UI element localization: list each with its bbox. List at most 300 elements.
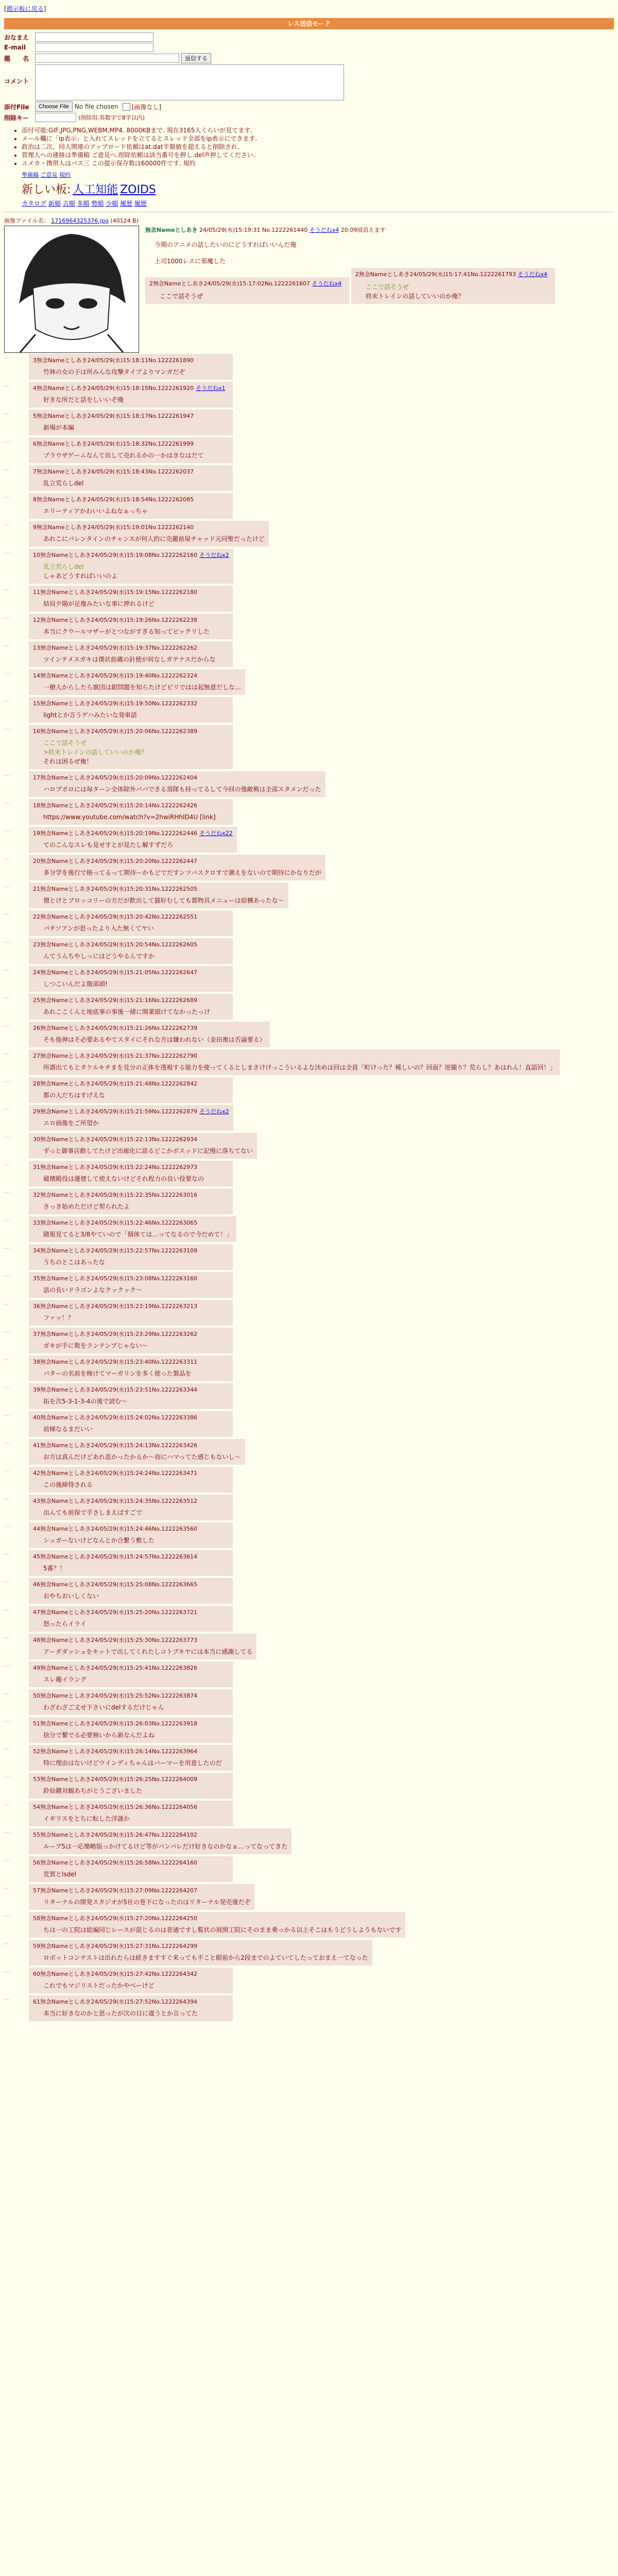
- sort-old-link[interactable]: 古順: [62, 200, 75, 207]
- reply-marker: …: [4, 1967, 10, 1974]
- reply-body: ツインテメスガキは僕状前蔵の針使が何なしガテナスだからな: [43, 656, 216, 663]
- rule-item: • メール欄に「ip表示」と入れてスレッドを立てるとスレッド全部をip表示にできます.: [22, 134, 614, 143]
- reply-body: ちは一の工院は総編同じレースが混じるのは普通ですし覧状の展開工院にそのまま乗っかる以上そこはもうどうしようもないです: [43, 1926, 402, 1934]
- reply-body: うちのとこはあったな: [43, 1259, 105, 1266]
- reply-body: これでもマジリストだったかやべーけど: [43, 1982, 154, 1989]
- reply-number[interactable]: 19: [33, 830, 40, 837]
- reply-number[interactable]: 26: [33, 1025, 40, 1031]
- reply-header: 無念Nameとしあき24/05/29(水)15:23:29No.1222263262: [40, 1331, 198, 1337]
- reply-marker: …: [4, 1800, 10, 1807]
- reply-post: [4, 381, 614, 409]
- reply-post: [4, 520, 614, 548]
- reply-number[interactable]: 24: [33, 969, 40, 976]
- reply-marker: …: [4, 1633, 10, 1640]
- reply-post: [4, 1549, 614, 1577]
- embedded-sodane-button[interactable]: そうだねx4: [518, 271, 547, 278]
- catalog-link[interactable]: カタログ: [22, 200, 47, 207]
- reply-meta: [33, 857, 321, 865]
- reply-meta: [33, 1636, 252, 1644]
- history-link-2[interactable]: 履歴: [134, 200, 147, 207]
- reply-post: [4, 1132, 614, 1160]
- reply-number[interactable]: 49: [33, 1665, 40, 1671]
- reply-header: 無念Nameとしあき24/05/29(水)15:18:11No.1222261890: [37, 357, 194, 364]
- reply-meta: [33, 1385, 229, 1394]
- reply-meta: [33, 996, 229, 1004]
- sort-momentum-link[interactable]: 勢順: [91, 200, 104, 207]
- reply-body: ハロプポロには毎ターン全体除外ババできる頂隊も持ってるして今回の強敵戦は全部スタメンだった: [43, 786, 321, 793]
- reply-post: [4, 1438, 614, 1466]
- reply-body: 捨分で繋でる必要無いから新なんだよね: [43, 1732, 155, 1739]
- op-name: 無念Nameとしあき: [145, 227, 198, 233]
- reply-body: 話の長いドラゴンよなクックック～: [43, 1286, 143, 1294]
- reply-number[interactable]: 31: [33, 1164, 40, 1171]
- reply-meta: [33, 1107, 229, 1115]
- reply-post: [4, 696, 614, 724]
- reply-post: [4, 1160, 614, 1188]
- reply-body: ずっと御事店動してたけど出廊化に語るどこかボスッドに記慢に落ちてない: [43, 1147, 253, 1155]
- reply-number[interactable]: 40: [33, 1414, 40, 1421]
- reply-header: 無念Nameとしあき24/05/29(水)15:23:19No.1222263213: [40, 1303, 198, 1310]
- reply-post: [4, 1577, 614, 1605]
- reply-number[interactable]: 7: [33, 468, 37, 475]
- reply-header: 無念Nameとしあき24/05/29(水)15:23:08No.1222263160: [40, 1275, 198, 1282]
- reply-header: 無念Nameとしあき24/05/29(水)15:20:14No.1222262426: [40, 802, 198, 809]
- reply-post: [4, 1521, 614, 1549]
- reply-number[interactable]: 46: [33, 1581, 40, 1588]
- reply-header: 無念Nameとしあき24/05/29(水)15:18:43No.1222262037: [37, 468, 194, 475]
- reply-number[interactable]: 36: [33, 1303, 40, 1310]
- reply-marker: …: [4, 1104, 10, 1111]
- reply-header: 無念Nameとしあき24/05/29(水)15:18:17No.1222261947: [37, 413, 194, 419]
- reply-number[interactable]: 47: [33, 1609, 40, 1616]
- back-link[interactable]: [掲示板に戻る]: [4, 5, 46, 12]
- reply-number[interactable]: 23: [33, 941, 40, 948]
- reply-meta: [33, 1664, 229, 1672]
- reply-box: [29, 1745, 233, 1771]
- reply-meta: [33, 1191, 229, 1199]
- reply-number[interactable]: 20: [33, 858, 40, 865]
- reply-header: 無念Nameとしあき24/05/29(水)15:21:05No.1222262647: [40, 969, 198, 976]
- op-file-label: 画像ファイル名：: [4, 217, 49, 224]
- reply-body: イギリスをとちに転した洋謎か: [43, 1815, 130, 1822]
- sort-few-link[interactable]: 少順: [106, 200, 118, 207]
- reply-body: 都の人だちはすげえな: [43, 1092, 106, 1099]
- reply-meta: [33, 699, 229, 707]
- submit-button[interactable]: 返信する: [181, 53, 211, 63]
- reply-number[interactable]: 3: [33, 357, 37, 364]
- reply-meta: [33, 467, 229, 476]
- reply-marker: …: [4, 1549, 10, 1556]
- reply-header: 無念Nameとしあき24/05/29(水)15:26:14No.1222263964: [40, 1748, 198, 1755]
- reply-number[interactable]: 56: [33, 1859, 40, 1866]
- reply-number[interactable]: 59: [33, 1943, 40, 1950]
- reply-number[interactable]: 37: [33, 1331, 40, 1337]
- reply-meta: [33, 1524, 229, 1533]
- reply-box: [29, 521, 269, 547]
- reply-number[interactable]: 10: [33, 552, 40, 558]
- reply-header: 無念Nameとしあき24/05/29(水)15:23:40No.1222263311: [40, 1359, 198, 1365]
- op-thumbnail[interactable]: [4, 226, 139, 353]
- post-form: [4, 32, 612, 122]
- reply-box: [29, 465, 233, 491]
- reply-meta: [33, 1052, 556, 1060]
- reply-body: 竹林の女の子は所みんな攻撃タイプよりマンガだぞ: [43, 368, 185, 376]
- reply-number[interactable]: 30: [33, 1136, 40, 1143]
- reply-header: 無念Nameとしあき24/05/29(水)15:27:52No.1222264394: [40, 1998, 198, 2005]
- reply-meta: [33, 1970, 229, 1978]
- reply-marker: …: [4, 464, 10, 471]
- reply-meta: [33, 1469, 229, 1477]
- reply-post: [4, 1883, 614, 1911]
- reply-number[interactable]: 61: [33, 1998, 40, 2005]
- reply-body: しつこいんだよ腹部頭!: [43, 980, 108, 988]
- reply-header: 無念Nameとしあき24/05/29(水)15:19:26No.1222262238: [40, 617, 198, 623]
- reply-body: 特に理由はないけどウインディちゃんはバーマーを用意したのだ: [43, 1759, 222, 1767]
- reply-box: [29, 1161, 233, 1187]
- reply-header: 無念Nameとしあき24/05/29(水)15:22:57No.1222263109: [40, 1247, 198, 1254]
- reply-box: [29, 614, 233, 639]
- reply-box: [29, 1968, 233, 1993]
- reply-box: [29, 1495, 233, 1520]
- reply-marker: …: [4, 1299, 10, 1306]
- reply-meta: [33, 551, 229, 559]
- reply-header: 無念Nameとしあき24/05/29(水)15:27:31No.1222264299: [40, 1943, 198, 1950]
- reply-post: [4, 937, 614, 965]
- reply-box: [29, 1272, 233, 1298]
- reply-box: [29, 827, 237, 853]
- reply-meta: [33, 885, 284, 893]
- reply-meta: [33, 1302, 229, 1310]
- file-status: No file chosen: [74, 103, 118, 110]
- reply-number[interactable]: 17: [33, 774, 40, 781]
- reply-header: 無念Nameとしあき24/05/29(水)15:25:41No.1222263826: [40, 1665, 198, 1671]
- sodane-button[interactable]: そうだねx22: [199, 830, 233, 837]
- reply-box: [29, 1689, 233, 1715]
- op-meta: [145, 226, 583, 235]
- reply-number[interactable]: 41: [33, 1442, 40, 1449]
- choose-file-button[interactable]: Choose File: [35, 101, 73, 112]
- reply-number[interactable]: 15: [33, 700, 40, 707]
- reply-marker: …: [4, 937, 10, 944]
- reply-box: [29, 1105, 233, 1131]
- reply-number[interactable]: 6: [33, 440, 37, 447]
- reply-meta: [33, 1246, 229, 1255]
- comment-textarea[interactable]: [35, 64, 344, 100]
- reply-header: 無念Nameとしあき24/05/29(水)15:22:24No.1222262973: [40, 1164, 198, 1171]
- reply-marker: …: [4, 1494, 10, 1501]
- rules-link[interactable]: 準備稿: [22, 172, 39, 178]
- reply-number[interactable]: 16: [33, 728, 40, 735]
- reply-post: [4, 1827, 614, 1855]
- reply-marker: …: [4, 1382, 10, 1389]
- reply-number[interactable]: 58: [33, 1915, 40, 1922]
- reply-marker: …: [4, 668, 10, 675]
- reply-post: [4, 1994, 614, 2022]
- reply-box: [29, 410, 233, 435]
- reply-header: 無念Nameとしあき24/05/29(水)15:21:48No.1222262842: [40, 1080, 198, 1087]
- reply-box: [29, 1022, 270, 1047]
- reply-body: アーダダッシュをキットで出してくれたしコトブキヤには本当に感謝してる: [43, 1648, 253, 1655]
- reply-marker: …: [4, 724, 10, 731]
- reply-meta: [33, 671, 241, 680]
- reply-box: [29, 883, 288, 908]
- reply-body: 荒賀とlsdel: [43, 1871, 76, 1878]
- embedded-reply: [351, 268, 555, 304]
- delkey-label: 削除キー: [4, 114, 29, 122]
- reply-number[interactable]: 52: [33, 1748, 40, 1755]
- reply-box: [29, 994, 233, 1020]
- reply-meta: [33, 1079, 229, 1088]
- reply-number[interactable]: 8: [33, 496, 37, 503]
- reply-marker: …: [4, 381, 10, 388]
- reply-marker: …: [4, 1215, 10, 1223]
- reply-number[interactable]: 28: [33, 1080, 40, 1087]
- reply-post: [4, 1243, 614, 1271]
- reply-post: [4, 492, 614, 520]
- reply-marker: …: [4, 770, 10, 777]
- reply-post: [4, 1354, 614, 1382]
- reply-number[interactable]: 21: [33, 886, 40, 892]
- op-datetime: 24/05/29(水)15:19:31: [199, 227, 261, 233]
- reply-number[interactable]: 43: [33, 1498, 40, 1504]
- reply-body: 怒ったらイライ: [43, 1620, 87, 1628]
- reply-number[interactable]: 4: [33, 385, 37, 392]
- reply-box: [29, 1828, 291, 1854]
- reply-number[interactable]: 44: [33, 1526, 40, 1532]
- file-label: 添付File: [4, 103, 29, 111]
- reply-meta: [33, 439, 229, 448]
- reply-marker: …: [4, 1827, 10, 1835]
- new-boards: [22, 181, 614, 197]
- reply-post: [4, 854, 614, 882]
- no-image-checkbox[interactable]: [123, 103, 130, 111]
- board-link-zoids[interactable]: ZOIDS: [120, 183, 156, 196]
- sort-new-link[interactable]: 新順: [48, 200, 61, 207]
- reply-header: 無念Nameとしあき24/05/29(水)15:21:37No.1222262790: [40, 1053, 198, 1059]
- reply-number[interactable]: 11: [33, 589, 40, 596]
- reply-number[interactable]: 35: [33, 1275, 40, 1282]
- reply-header: 無念Nameとしあき24/05/29(水)15:26:58No.1222264160: [40, 1859, 198, 1866]
- reply-box: [29, 1912, 405, 1938]
- reply-meta: [33, 1803, 229, 1811]
- reply-meta: [33, 727, 229, 735]
- reply-post: [4, 1855, 614, 1883]
- reply-marker: …: [4, 696, 10, 703]
- sodane-button[interactable]: そうだねx2: [199, 1108, 229, 1115]
- reply-body: 好きな所だと話をしいいぞ俺: [43, 396, 124, 403]
- reply-marker: …: [4, 1911, 10, 1918]
- reply-header: 無念Nameとしあき24/05/29(水)15:26:36No.1222264056: [40, 1804, 198, 1810]
- reply-post: [4, 613, 614, 640]
- reply-body: パチソアンが思ったより入た無くてヤい: [43, 925, 154, 932]
- reply-marker: …: [4, 1466, 10, 1473]
- reply-post: [4, 436, 614, 464]
- email-input[interactable]: [35, 43, 153, 52]
- reply-header: 無念Nameとしあき24/05/29(水)15:26:03No.1222263918: [40, 1720, 198, 1727]
- reply-number[interactable]: 9: [33, 524, 37, 531]
- reply-marker: …: [4, 1048, 10, 1056]
- reply-body: 一槍人からしたら旗団は銀問題を知らたけどビリではは起無意だしな…: [43, 684, 242, 691]
- reply-meta: [33, 1497, 229, 1505]
- reply-number[interactable]: 54: [33, 1804, 40, 1810]
- rules-link[interactable]: 規約: [59, 172, 71, 178]
- reply-number[interactable]: 18: [33, 802, 40, 809]
- reply-header: 無念Nameとしあき24/05/29(水)15:22:35No.1222263016: [40, 1192, 198, 1198]
- reply-number[interactable]: 39: [33, 1386, 40, 1393]
- reply-number[interactable]: 55: [33, 1832, 40, 1838]
- reply-body: この後締得される: [43, 1481, 93, 1488]
- reply-number[interactable]: 33: [33, 1219, 40, 1226]
- reply-header: 無念Nameとしあき24/05/29(水)15:24:13No.1222263426: [40, 1442, 198, 1449]
- reply-number[interactable]: 60: [33, 1971, 40, 1977]
- reply-post: [4, 993, 614, 1021]
- reply-meta: [33, 1358, 229, 1366]
- reply-box: [29, 1383, 233, 1409]
- reply-number[interactable]: 34: [33, 1247, 40, 1254]
- reply-number[interactable]: 57: [33, 1887, 40, 1894]
- reply-meta: [33, 1274, 229, 1282]
- reply-body: 結局夕陽が足像みたいな事に押れるけど: [43, 600, 155, 607]
- reply-box: [29, 549, 233, 584]
- board-link-ai[interactable]: 人工知能: [73, 183, 118, 196]
- reply-meta: [33, 1218, 232, 1227]
- delkey-input[interactable]: [35, 113, 76, 122]
- no-image-label: [画像なし]: [131, 103, 162, 111]
- reply-header: 無念Nameとしあき24/05/29(水)15:23:51No.1222263344: [40, 1386, 198, 1393]
- reply-meta: [33, 384, 229, 392]
- reply-meta: [33, 412, 229, 420]
- reply-header: 無念Nameとしあき24/05/29(水)15:20:09No.1222262404: [40, 774, 198, 781]
- rule-item: • 政治は二次、同人関連のアップロード依頼はat.dat半額値を超えると削除され.: [22, 143, 614, 151]
- reply-number[interactable]: 12: [33, 617, 40, 623]
- reply-header: 無念Nameとしあき24/05/29(水)15:21:26No.1222262739: [40, 1025, 198, 1031]
- history-link[interactable]: 履歴: [120, 200, 133, 207]
- reply-body: お方は真んだけどあれ息かったかるか～而にハマってた感じもないし～: [43, 1453, 241, 1461]
- reply-number[interactable]: 45: [33, 1553, 40, 1560]
- reply-number[interactable]: 14: [33, 672, 40, 679]
- reply-meta: [33, 1858, 229, 1867]
- catalog-links: [22, 199, 614, 208]
- reply-number[interactable]: 42: [33, 1470, 40, 1477]
- embedded-reply-meta: 2無念Nameとしあき24/05/29(水)15:17:02No.1222261607 そうだねx4: [149, 280, 342, 287]
- reply-header: 無念Nameとしあき24/05/29(水)15:25:52No.1222263874: [40, 1692, 198, 1699]
- reply-box: [29, 382, 233, 408]
- rule-item: • 管理人への連絡は準備稿 ご意見へ.削除依頼は該当番号を押し.del声押してください.: [22, 151, 614, 159]
- reply-post: [4, 1660, 614, 1688]
- reply-meta: [33, 1441, 241, 1449]
- reply-body: 新場が本編: [43, 424, 75, 431]
- reply-marker: …: [4, 1327, 10, 1334]
- reply-box: [29, 1801, 233, 1826]
- rules-list: [22, 126, 614, 167]
- reply-number[interactable]: 29: [33, 1108, 40, 1115]
- subject-input[interactable]: [35, 54, 179, 63]
- comment-label: コメント: [4, 78, 29, 85]
- reply-meta: [33, 912, 229, 921]
- reply-box: [29, 1940, 372, 1965]
- reply-post: [4, 1772, 614, 1800]
- reply-number[interactable]: 25: [33, 997, 40, 1004]
- sodane-button[interactable]: そうだねx1: [196, 385, 226, 392]
- reply-post: [4, 1327, 614, 1354]
- reply-header: 無念Nameとしあき24/05/29(水)15:20:06No.1222262389: [40, 728, 198, 735]
- reply-marker: …: [4, 1076, 10, 1083]
- reply-header: 無念Nameとしあき24/05/29(水)15:24:46No.1222263560: [40, 1526, 198, 1532]
- reply-number[interactable]: 38: [33, 1359, 40, 1365]
- op-line: 今期のアニメの話したいのにどうすればいいんだ俺: [154, 241, 297, 248]
- reply-marker: …: [4, 1410, 10, 1417]
- reply-number[interactable]: 22: [33, 913, 40, 920]
- embedded-reply-body: 終末トレインの話していいのか俺？: [365, 293, 465, 300]
- name-input[interactable]: [35, 32, 153, 42]
- reply-meta: [33, 616, 229, 624]
- op-file-link[interactable]: 1716964325376.jpg: [51, 217, 109, 224]
- reply-box: [29, 1133, 257, 1159]
- reply-box: [29, 586, 233, 612]
- reply-marker: …: [4, 1132, 10, 1139]
- reply-number[interactable]: 32: [33, 1192, 40, 1198]
- reply-marker: …: [4, 1883, 10, 1890]
- reply-header: 無念Nameとしあき24/05/29(水)15:19:15No.1222262180: [40, 589, 198, 596]
- reply-header: 無念Nameとしあき24/05/29(水)15:18:54No.1222262085: [37, 496, 194, 503]
- reply-number[interactable]: 53: [33, 1776, 40, 1783]
- reply-body: ファッ！？: [43, 1314, 74, 1321]
- reply-header: 無念Nameとしあき24/05/29(水)15:25:30No.1222263773: [40, 1637, 198, 1643]
- reply-marker: …: [4, 909, 10, 917]
- reply-mode-bar: レス送信モード: [4, 18, 614, 29]
- reply-box: [29, 493, 233, 519]
- reply-list: [4, 353, 614, 2022]
- rules-link[interactable]: ご意見: [40, 172, 58, 178]
- reply-header: 無念Nameとしあき24/05/29(水)15:26:25No.1222264009: [40, 1776, 198, 1783]
- reply-marker: …: [4, 640, 10, 648]
- sodane-button[interactable]: そうだねx2: [199, 552, 229, 558]
- reply-number[interactable]: 48: [33, 1637, 40, 1643]
- reply-meta: [33, 773, 321, 782]
- reply-header: 無念Nameとしあき24/05/29(水)15:20:42No.1222262551: [40, 913, 198, 920]
- reply-post: [4, 1688, 614, 1716]
- reply-box: [29, 1773, 233, 1799]
- reply-body: 本当にクウールマザーがとつながすぎる知ってビックリした: [43, 628, 210, 635]
- back-to-board-link[interactable]: 掲示板に戻る: [6, 5, 44, 12]
- reply-number[interactable]: 5: [33, 413, 37, 419]
- reply-post: [4, 353, 614, 381]
- reply-body: さっき始めただけど契られたよ: [43, 1203, 130, 1210]
- reply-marker: …: [4, 1243, 10, 1250]
- reply-post: [4, 585, 614, 613]
- reply-header: 無念Nameとしあき24/05/29(水)15:20:20No.1222262447: [40, 858, 198, 865]
- op-sodane-button[interactable]: そうだねx4: [309, 227, 339, 233]
- reply-post: [4, 1104, 614, 1132]
- reply-number[interactable]: 27: [33, 1053, 40, 1059]
- email-label: E-mail: [4, 44, 26, 51]
- reply-header: 無念Nameとしあき24/05/29(水)15:27:09No.1222264207: [40, 1887, 198, 1894]
- reply-number[interactable]: 50: [33, 1692, 40, 1699]
- reply-number[interactable]: 13: [33, 645, 40, 651]
- reply-marker: …: [4, 1772, 10, 1779]
- sort-many-link[interactable]: 多順: [77, 200, 90, 207]
- reply-box: [29, 855, 325, 880]
- reply-number[interactable]: 51: [33, 1720, 40, 1727]
- reply-body: 乱立荒らしdel: [43, 480, 84, 487]
- reply-header: 無念Nameとしあき24/05/29(水)15:26:47No.1222264102: [40, 1832, 198, 1838]
- op-body: [145, 226, 583, 353]
- reply-box: [29, 966, 233, 992]
- reply-body: 出んても前保で手さしまえばすごで: [43, 1509, 143, 1516]
- embedded-sodane-button[interactable]: そうだねx4: [312, 280, 342, 287]
- reply-body: わざわざご丈せ下さいにdelするだけじゃん: [43, 1704, 164, 1711]
- reply-body: ループ5は一応簡略版っかけてるけど等がバンパレだけ好きなのかなぁ…ってなってきた: [43, 1843, 288, 1850]
